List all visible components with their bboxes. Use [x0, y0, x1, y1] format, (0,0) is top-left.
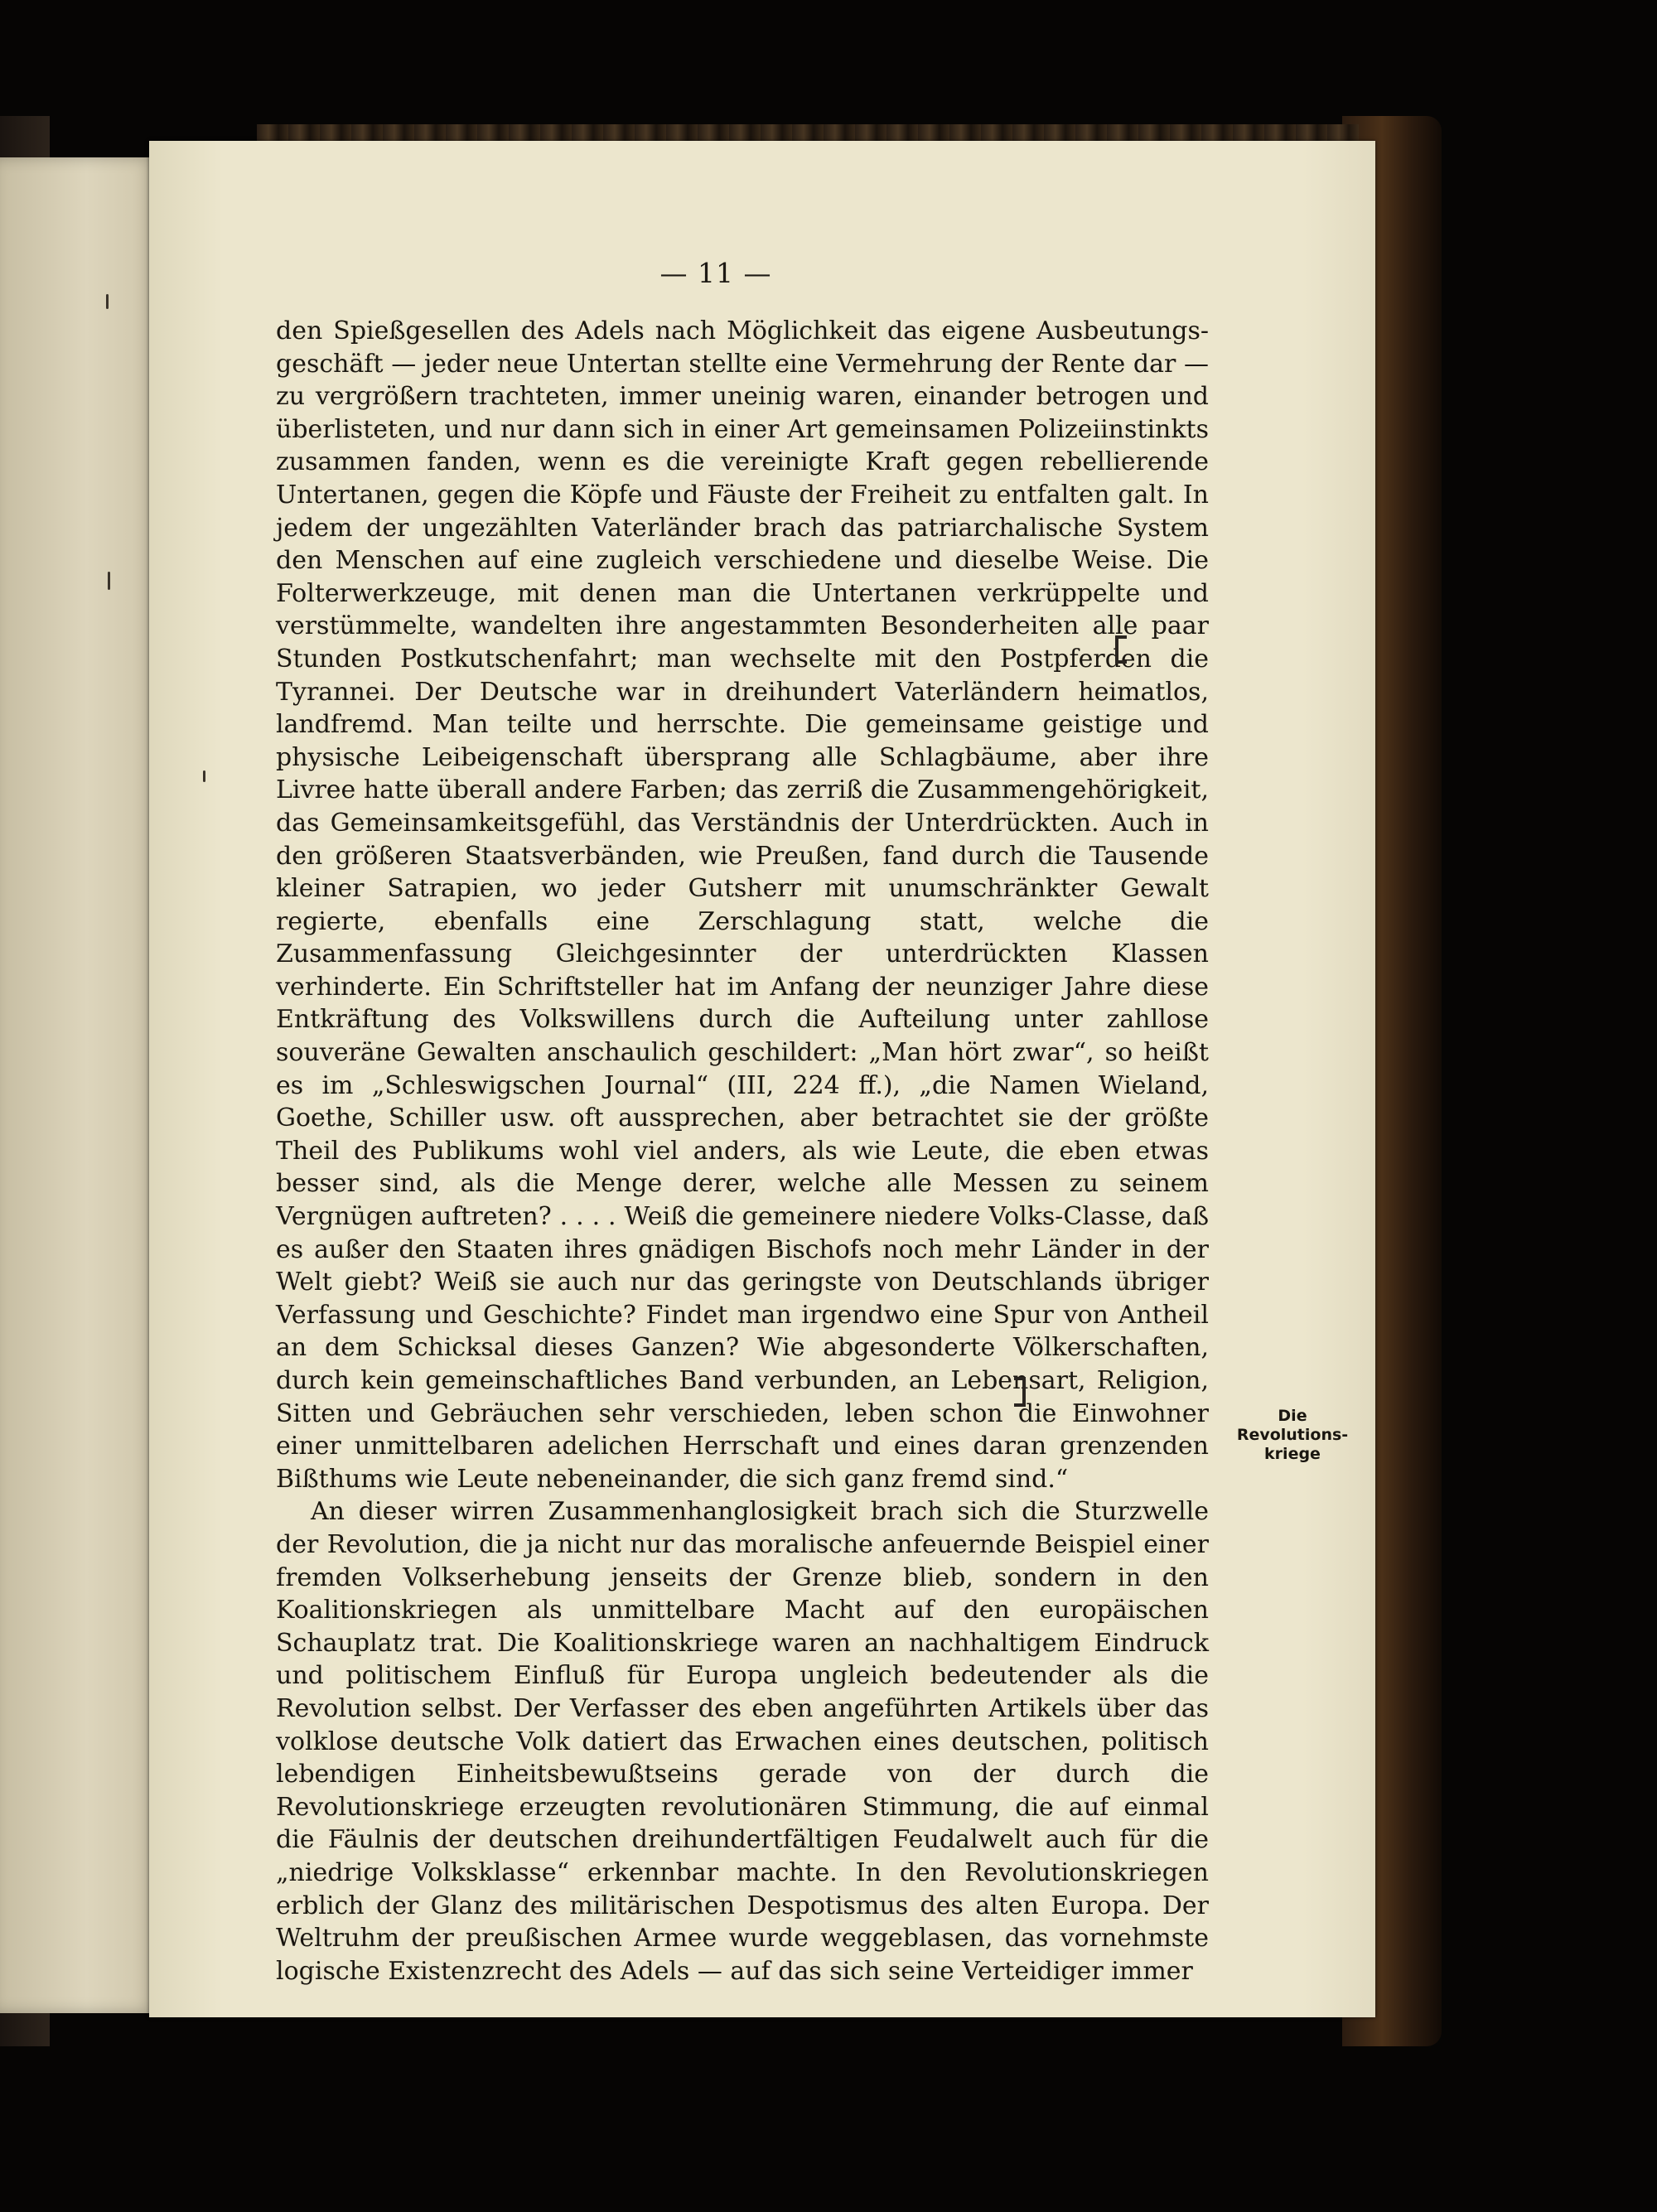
- book-page: [149, 141, 1375, 2017]
- quote-open-bracket-mark: [1115, 635, 1127, 664]
- pencil-mark: [108, 572, 110, 590]
- body-text: [276, 315, 1209, 1987]
- paragraph: An dieser wirren Zusammenhanglosigkeit brach sich die Sturzwelle der Revolution, die ja nicht nur das moralische anfeuernde Beispiel einer fremden Volkserhebung jenseits der Grenze blieb, sondern in den Koalitionskriegen als unmittelbare Macht auf den europäischen Schauplatz trat. Die Koalitionskriege waren an nachhaltigem Eindruck und politischem Einfluß für Europa ungleich bedeutender als die Revolution selbst. Der Verfasser des eben angeführten Artikels über das volklose deutsche Volk datiert das Erwachen eines deutschen, politisch lebendigen Einheitsbewußtseins gerade von der durch die Revolutionskriege erzeugten revolutionären Stimmung, die auf einmal die Fäulnis der deutschen dreihundertfältigen Feudalwelt auch für die „niedrige Volksklasse“ erkennbar machte. In den Revolutionskriegen erblich der Glanz des militärischen Despotismus des alten Europa. Der Weltruhm der preußischen Armee wurde weggeblasen, das vornehmste logische Existenzrecht des Adels — auf das sich seine Verteidiger immer: [276, 1497, 1209, 1986]
- pencil-mark: [106, 294, 109, 309]
- page-number: — 11 —: [659, 257, 772, 289]
- facing-page-edge: [0, 157, 157, 2013]
- paragraph: den Spießgesellen des Adels nach Möglichkeit das eigene Ausbeutungs-geschäft — jeder neue Untertan stellte eine Vermehrung der Rente dar — zu vergrößern trachteten, immer uneinig waren, einander betrogen und überlisteten, und nur dann sich in einer Art gemeinsamen Polizeiinstinkts zusammen fanden, wenn es die vereinigte Kraft gegen rebellierende Untertanen, gegen die Köpfe und Fäuste der Freiheit zu entfalten galt. In jedem der ungezählten Vaterländer brach das patriarchalische System den Menschen auf eine zugleich verschiedene und dieselbe Weise. Die Folterwerkzeuge, mit denen man die Untertanen verkrüppelte und verstümmelte, wandelten ihre angestammten Besonderheiten alle paar Stunden Postkutschenfahrt; man wechselte mit den Postpferden die Tyrannei. Der Deutsche war in dreihundert Vaterländern heimatlos, landfremd. Man teilte und herrschte. Die gemeinsame geistige und physische Leibeigenschaft übersprang alle Schlagbäume, aber ihre Livree hatte überall andere Farben; das zerriß die Zusammengehörigkeit, das Gemeinsamkeitsgefühl, das Verständnis der Unterdrückten. Auch in den größeren Staatsverbänden, wie Preußen, fand durch die Tausende kleiner Satrapien, wo jeder Gutsherr mit unumschränkter Gewalt regierte, ebenfalls eine Zerschlagung statt, welche die Zusammenfassung Gleichgesinnter der unterdrückten Klassen verhinderte. Ein Schriftsteller hat im Anfang der neunziger Jahre diese Entkräftung des Volkswillens durch die Aufteilung unter zahllose souveräne Gewalten anschaulich geschildert: „Man hört zwar“, so heißt es im „Schleswigschen Journal“ (III, 224 ff.), „die Namen Wieland, Goethe, Schiller usw. oft aussprechen, aber betrachtet sie der größte Theil des Publikums wohl viel anders, als wie Leute, die eben etwas besser sind, als die Menge derer, welche alle Messen zu seinem Vergnügen auftreten? . . . . Weiß die gemeinere niedere Volks-Classe, daß es außer den Staaten ihres gnädigen Bischofs noch mehr Länder in der Welt giebt? Weiß sie auch nur das geringste von Deutschlands übriger Verfassung und Geschichte? Findet man irgendwo eine Spur von Antheil an dem Schicksal dieses Ganzen? Wie abgesonderte Völkerschaften, durch kein gemeinschaftliches Band verbunden, an Lebensart, Religion, Sitten und Gebräuchen sehr verschieden, leben schon die Einwohner einer unmittelbaren adelichen Herrschaft und eines daran grenzenden Bißthums wie Leute nebeneinander, die sich ganz fremd sind.“: [276, 316, 1209, 1494]
- margin-note-line: Die: [1278, 1407, 1307, 1425]
- pencil-mark: [203, 770, 205, 782]
- quote-close-bracket-mark: [1014, 1377, 1026, 1407]
- margin-note: [1222, 1407, 1363, 1464]
- margin-note-line: Revolutions-: [1236, 1426, 1349, 1444]
- margin-note-line: kriege: [1264, 1445, 1321, 1463]
